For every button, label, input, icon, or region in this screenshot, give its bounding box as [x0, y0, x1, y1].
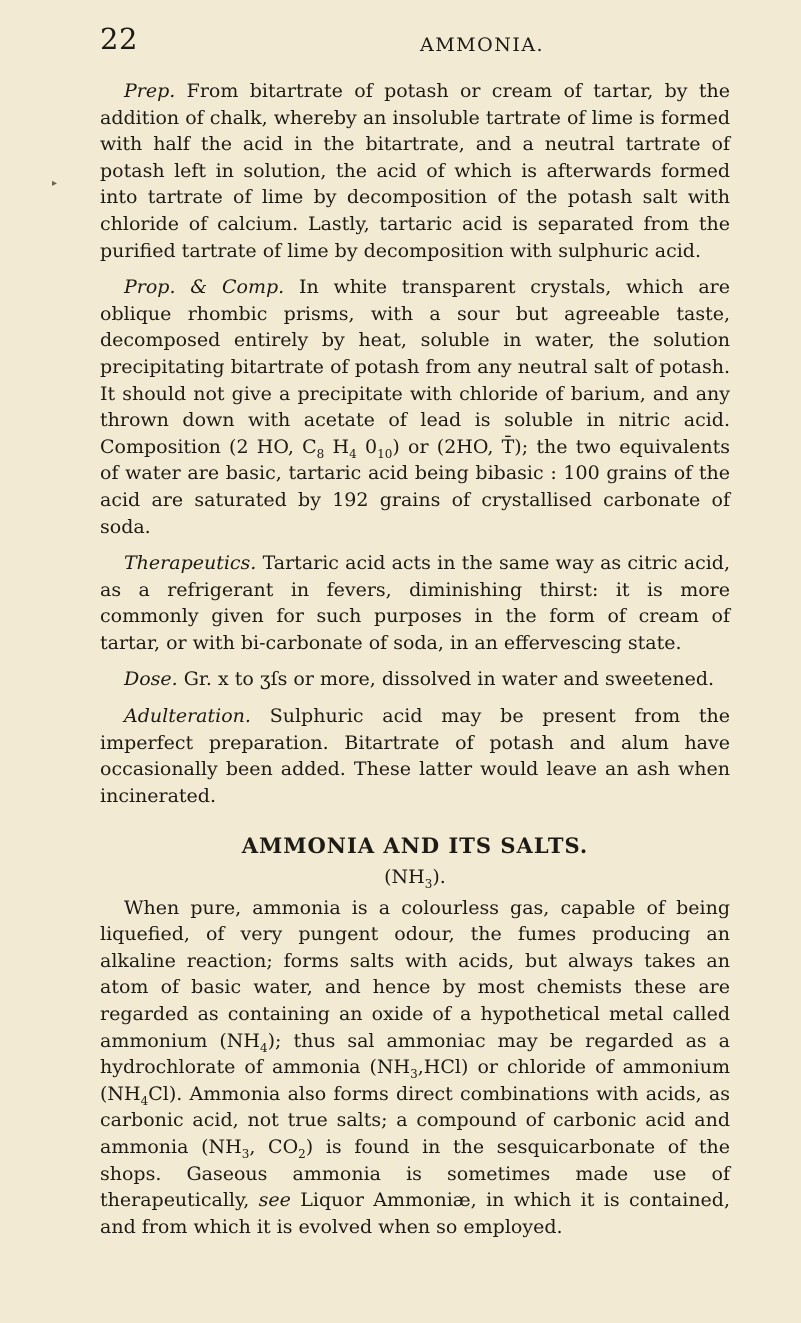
- paragraph-lead: Prep.: [124, 80, 176, 102]
- paragraph-prop-comp: [100, 274, 730, 540]
- formula-text: ).: [432, 866, 446, 889]
- page-body: [100, 78, 730, 1250]
- formula-text: (NH: [384, 866, 425, 889]
- paragraph-lead: Therapeutics.: [124, 552, 257, 575]
- running-head: AMMONIA.: [420, 34, 545, 56]
- paragraph-text: In white transparent crystals, which are oblique rhombic prisms, with a sour but agreeable taste, decomposed entirely by heat, soluble in water, the solution precipitating bitartrate of potash from any neutral salt of potash. It should not give a precipitate with chloride of barium, and any thrown down with acetate of lead is soluble in nitric acid. Composition (2 HO, C: [100, 276, 730, 458]
- paragraph-lead: Adulteration.: [124, 705, 251, 728]
- paragraph-dose: [100, 666, 730, 693]
- paragraph-prep: [100, 78, 730, 264]
- paragraph-text: ) is found in the sesquicarbonate of the shops. Gaseous ammonia is sometimes made use of therapeutically,: [100, 1135, 730, 1212]
- subscript: 4: [349, 446, 357, 461]
- paragraph-lead: Prop. & Comp.: [124, 276, 285, 299]
- paragraph-text: Gr. x to ʒſs or more, dissolved in water and sweetened.: [177, 668, 715, 691]
- subscript: 4: [140, 1093, 149, 1108]
- paragraph-text: When pure, ammonia is a colourless gas, capable of being liquefied, of very pungent odour, the fumes producing an alkaline reaction; forms salts with acids, but always takes an atom of basic water, and hence by most chemists these are regarded as containing an oxide of a hypothetical metal called ammonium (NH: [100, 896, 730, 1052]
- subscript: 3: [424, 876, 433, 891]
- paragraph-lead: Dose.: [124, 668, 178, 691]
- paragraph-text: , CO: [249, 1135, 299, 1158]
- subscript: 10: [377, 446, 393, 461]
- paragraph-text: From bitartrate of potash or cream of tartar, by the addition of chalk, whereby an insoluble tartrate of lime is formed with half the acid in the bitartrate, and a neutral tartrate of potash left in solution, the acid of which is afterwards formed into tartrate of lime by decomposition of the potash salt with chloride of calcium. Lastly, tartaric acid is separated from the purified tartrate of lime by decomposition with sulphuric acid.: [100, 80, 730, 262]
- section-heading: AMMONIA AND ITS SALTS.: [241, 833, 589, 859]
- paragraph-adulteration: [100, 703, 730, 809]
- paragraph-text: 0: [356, 435, 378, 458]
- paragraph-text: Liquor Ammoniæ, in which it is contained, and from which it is evolved when so employed.: [100, 1189, 730, 1238]
- subscript: 3: [410, 1066, 418, 1081]
- paragraph-text: ); thus sal ammoniac may be regarded as a hydrochlorate of ammonia (NH: [100, 1029, 731, 1079]
- paragraph-text: Sulphuric acid may be present from the imperfect preparation. Bitartrate of potash and alum have occasionally been added. These latter would leave an ash when incinerated.: [100, 705, 730, 807]
- subscript: 2: [298, 1146, 306, 1161]
- paragraph-ammonia: [100, 895, 730, 1241]
- paragraph-text: Cl). Ammonia also forms direct combinations with acids, as carbonic acid, not true salts; a compound of carbonic acid and ammonia (NH: [100, 1082, 730, 1158]
- paragraph-text: Tartaric acid acts in the same way as citric acid, as a refrigerant in fevers, diminishing thirst: it is more commonly given for such purposes in the form of cream of tartar, or with bi-carbonate of soda, in an effervescing state.: [100, 552, 730, 654]
- subscript: 8: [316, 446, 325, 461]
- page-header: [100, 20, 730, 60]
- section-formula: [100, 864, 730, 891]
- page-number: 22: [100, 22, 138, 56]
- see-reference: see: [258, 1189, 291, 1212]
- margin-mark: ▸: [52, 178, 58, 189]
- paragraph-therapeutics: [100, 550, 730, 656]
- paragraph-text: ) or (2HO, T̄); the two equivalents of water are basic, tartaric acid being bibasic : 100 grains of the acid are saturated by 192 grains of crystallised carbonate of soda.: [100, 435, 730, 538]
- paragraph-text: H: [324, 435, 350, 458]
- subscript: 4: [260, 1040, 268, 1055]
- subscript: 3: [241, 1146, 250, 1161]
- paragraph-text: ,HCl) or chloride of ammonium (NH: [100, 1056, 730, 1105]
